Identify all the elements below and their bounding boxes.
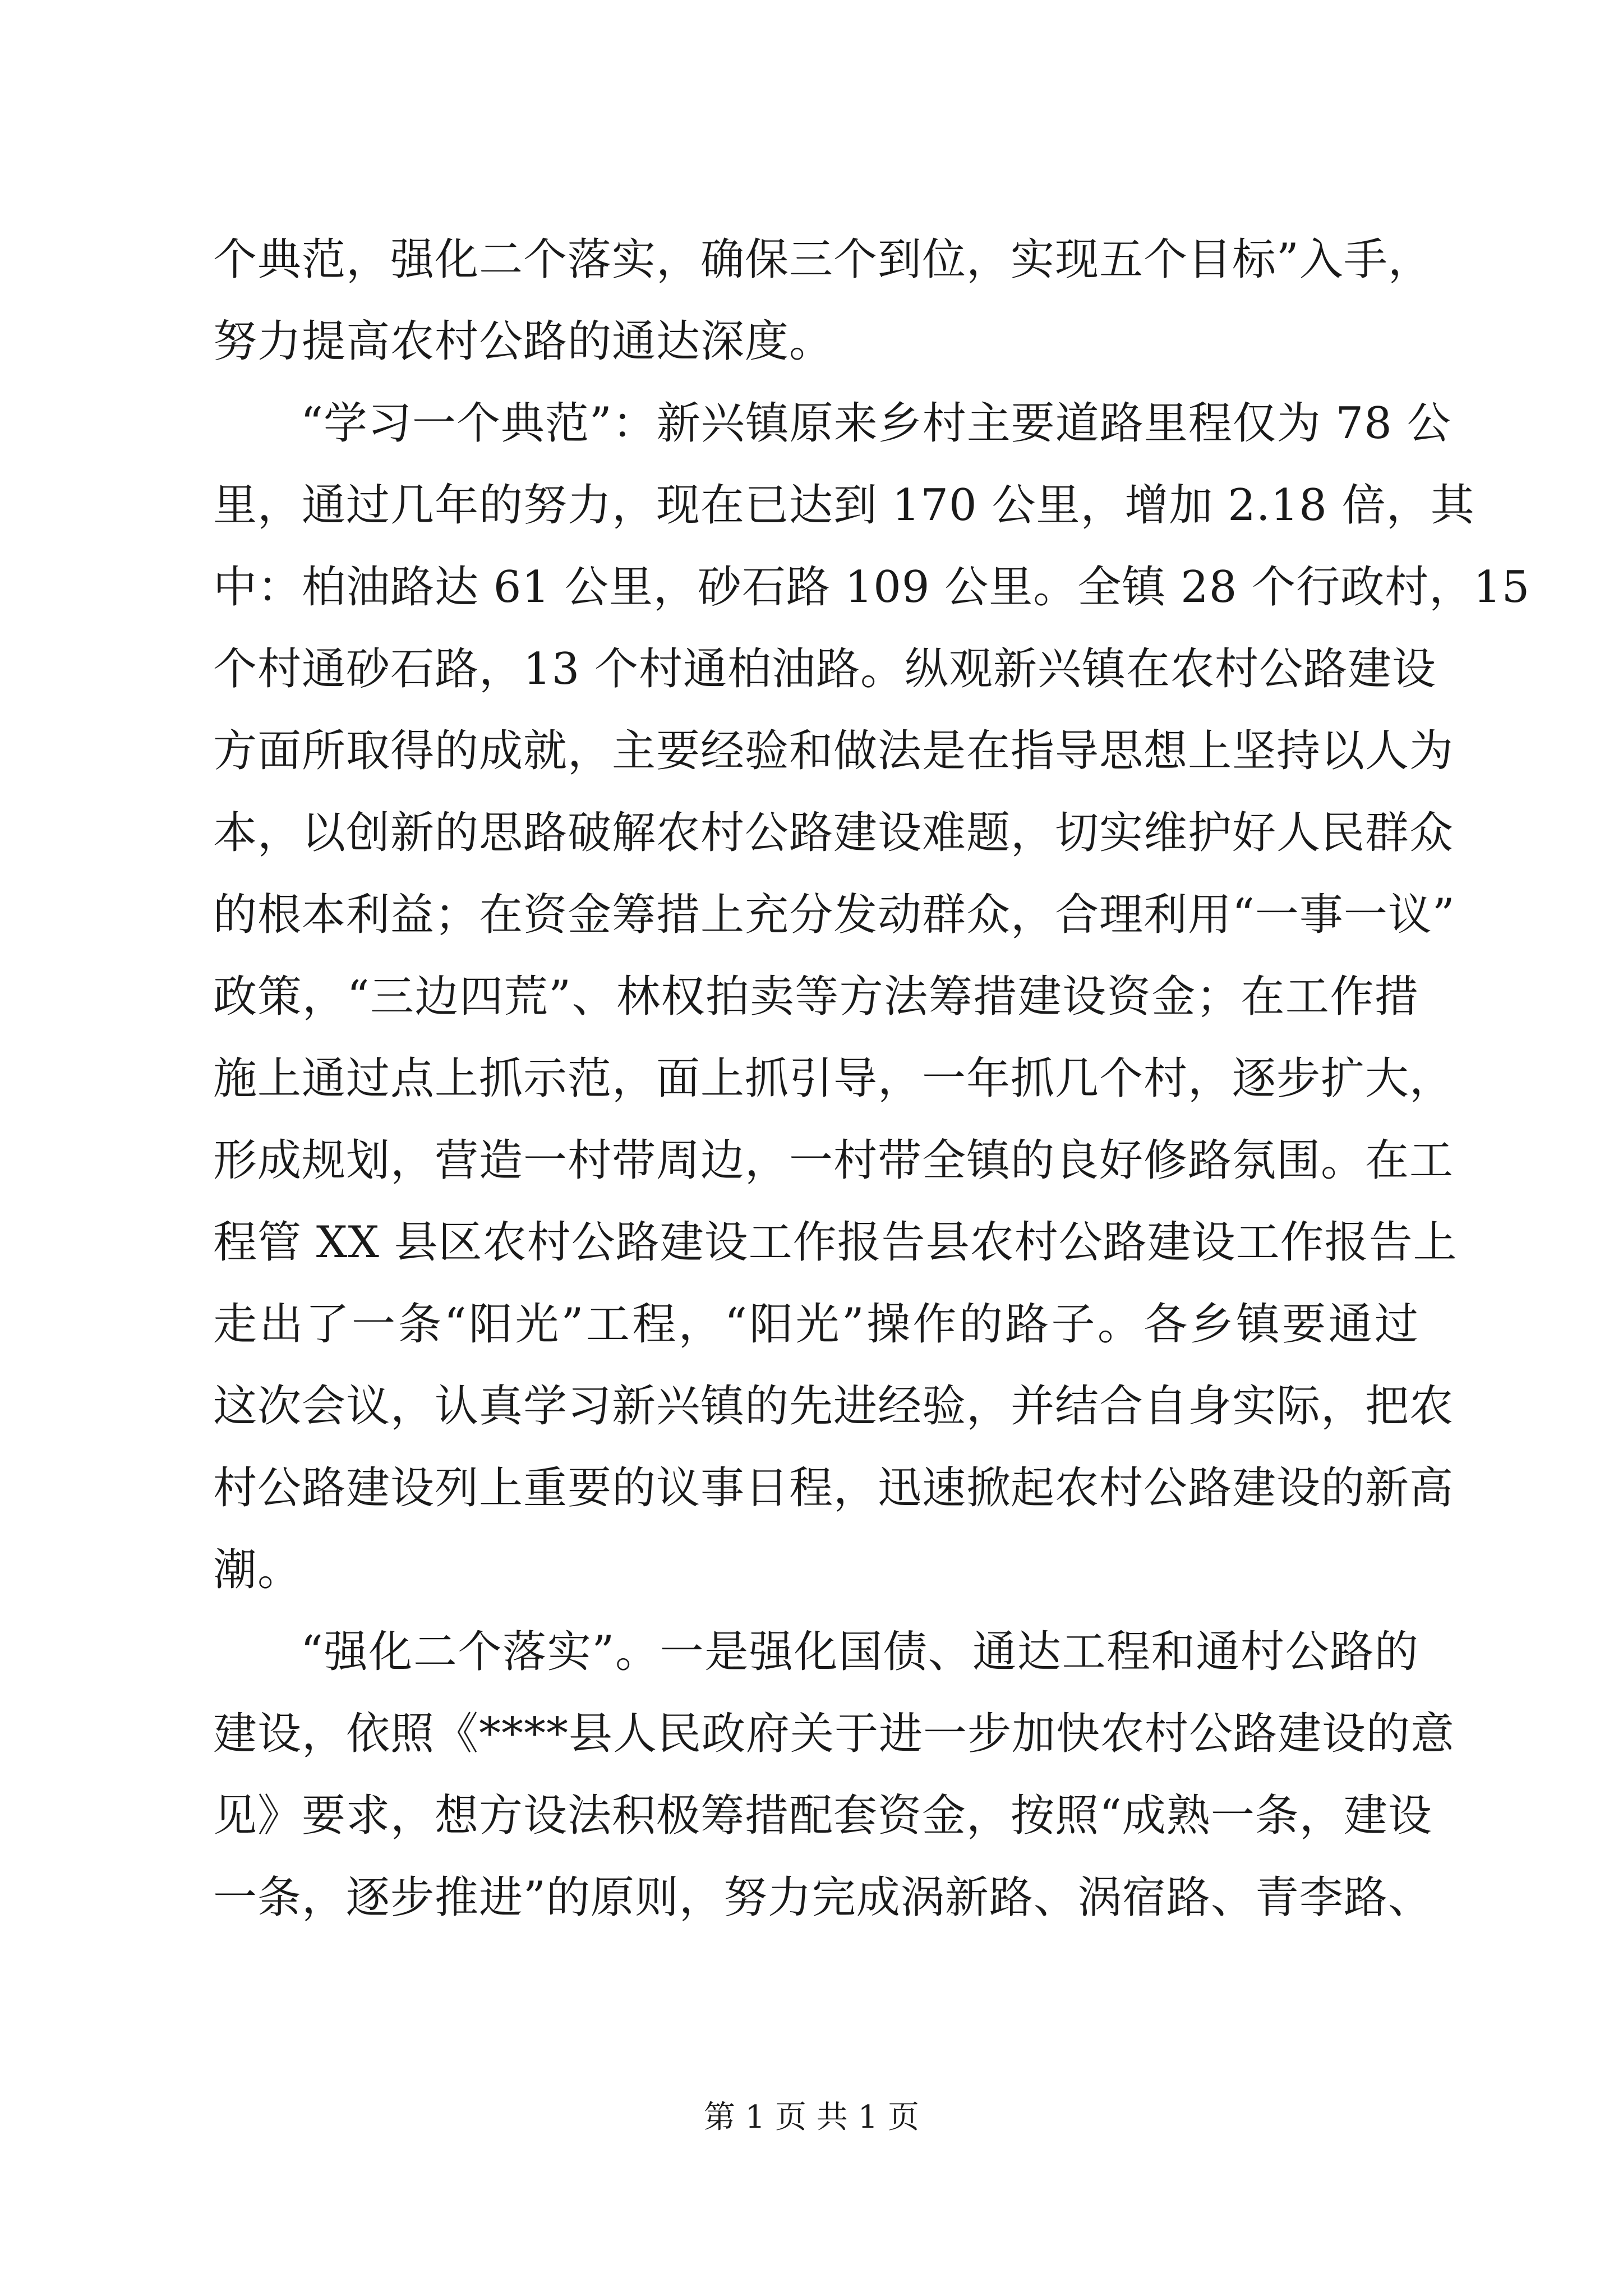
text-line: 这次会议，认真学习新兴镇的先进经验，并结合自身实际，把农 — [213, 1381, 1454, 1432]
text-line: 个典范，强化二个落实，确保三个到位，实现五个目标”入手， — [213, 234, 1432, 285]
text-line: 中：柏油路达 61 公里，砂石路 109 公里。全镇 28 个行政村，15 — [213, 562, 1530, 613]
text-line: 的根本利益；在资金筹措上充分发动群众，合理利用“一事一议” — [213, 890, 1455, 940]
text-line: 一条，逐步推进”的原则，努力完成涡新路、涡宿路、青李路、 — [213, 1872, 1432, 1923]
text-line: 见》要求，想方设法积极筹措配套资金，按照“成熟一条，建设 — [213, 1791, 1432, 1841]
text-line: “强化二个落实”。一是强化国债、通达工程和通村公路的 — [301, 1627, 1419, 1677]
text-line: 形成规划，营造一村带周边，一村带全镇的良好修路氛围。在工 — [213, 1135, 1454, 1186]
text-line: 走出了一条“阳光”工程，“阳光”操作的路子。各乡镇要通过 — [213, 1299, 1419, 1350]
text-line: 个村通砂石路，13 个村通柏油路。纵观新兴镇在农村公路建设 — [213, 644, 1437, 694]
text-line: 方面所取得的成就，主要经验和做法是在指导思想上坚持以人为 — [213, 726, 1454, 776]
text-line: 程管 XX 县区农村公路建设工作报告县农村公路建设工作报告上 — [213, 1217, 1458, 1268]
text-line: 潮。 — [213, 1545, 302, 1595]
text-line: 里，通过几年的努力，现在已达到 170 公里，增加 2.18 倍，其 — [213, 480, 1475, 531]
document-body — [213, 219, 1530, 1939]
text-line: 本，以创新的思路破解农村公路建设难题，切实维护好人民群众 — [213, 808, 1454, 858]
text-line: 施上通过点上抓示范，面上抓引导，一年抓几个村，逐步扩大， — [213, 1053, 1454, 1104]
text-line: 村公路建设列上重要的议事日程，迅速掀起农村公路建设的新高 — [213, 1463, 1454, 1513]
text-line: “学习一个典范”：新兴镇原来乡村主要道路里程仅为 78 公 — [301, 398, 1451, 449]
page-footer: 第 1 页 共 1 页 — [703, 2099, 920, 2136]
text-line: 努力提高农村公路的通达深度。 — [213, 316, 834, 367]
text-line: 政策，“三边四荒”、林权拍卖等方法筹措建设资金；在工作措 — [213, 972, 1419, 1022]
text-line: 建设，依照《****县人民政府关于进一步加快农村公路建设的意 — [213, 1709, 1455, 1759]
